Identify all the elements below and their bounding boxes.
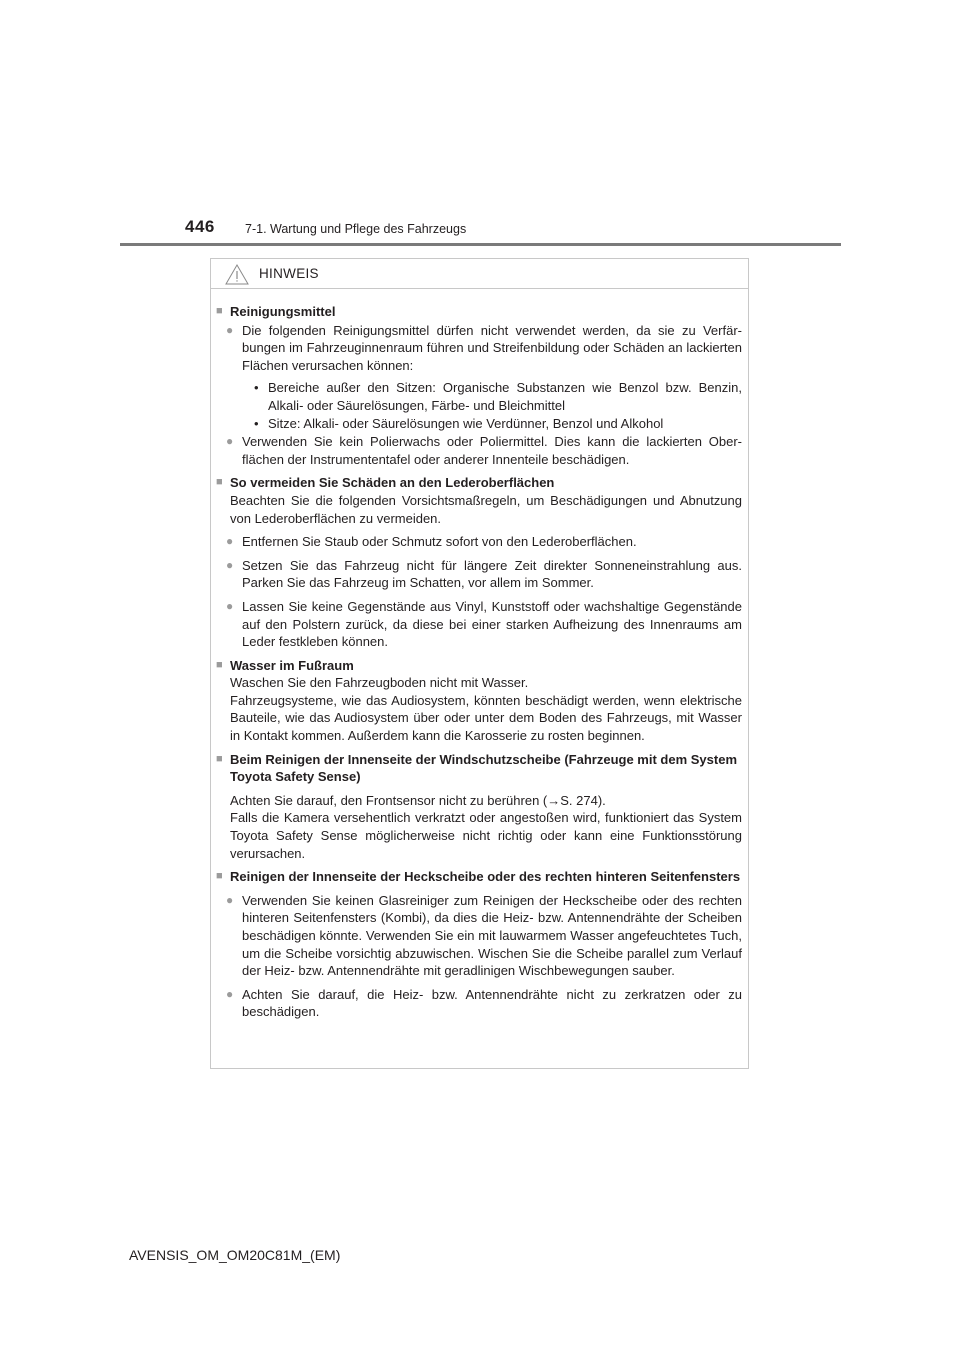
paragraph: Fahrzeugsysteme, wie das Audiosystem, könnten beschädigt werden, wenn elektrische Bauteile, wie das Audiosystem über oder unter dem Boden des Fahrzeugs, mit Wasser in Kontakt kommen. Außerdem kann die Karosserie zu rosten beginnen.	[230, 692, 742, 744]
small-bullet-icon: •	[254, 415, 259, 431]
list-item-text: Entfernen Sie Staub oder Schmutz sofort von den Lederoberflächen.	[242, 534, 637, 550]
sub-list-item-text: Sitze: Alkali- oder Säurelösungen wie Verdünner, Benzol und Alkohol	[268, 415, 664, 431]
paragraph: Falls die Kamera versehentlich verkratzt oder angestoßen wird, funktioniert das System Toyota Safety Sense möglicherweise nicht richtig oder kann eine Funktionsstörung verursachen.	[230, 810, 742, 861]
list-item-text: Setzen Sie das Fahrzeug nicht für längere Zeit direkter Sonneneinstrahlung aus. Parken Sie das Fahrzeug im Schatten, vor allem im Sommer.	[242, 557, 742, 591]
list-item	[226, 557, 742, 592]
square-bullet-icon: ■	[216, 870, 223, 883]
paragraph: Achten Sie darauf, den Frontsensor nicht zu berühren (→S. 274).	[230, 792, 606, 808]
section-heading	[216, 474, 742, 492]
square-bullet-icon: ■	[216, 305, 223, 317]
list-item-text: Verwenden Sie kein Polierwachs oder Poliermittel. Dies kann die lackierten Oberflächen der Instrumententafel oder anderer Innenteile beschädigen.	[242, 434, 742, 467]
circle-bullet-icon: ●	[226, 434, 234, 449]
section-heading	[216, 751, 742, 786]
section-heading	[216, 868, 742, 886]
list-item	[226, 986, 742, 1021]
section-title: Reinigen der Innenseite der Heckscheibe oder des rechten hinteren Seitenfensters	[230, 869, 741, 885]
square-bullet-icon: ■	[216, 752, 223, 765]
page-number: 446	[185, 217, 215, 236]
sub-list-item-text: Bereiche außer den Sitzen: Organische Substanzen wie Benzol bzw. Benzin, Alkali- oder Säurelösungen, Färbe- und Bleichmittel	[268, 380, 742, 413]
section-title: Wasser im Fußraum	[230, 657, 354, 673]
section-heading	[216, 657, 742, 675]
list-item	[226, 892, 742, 980]
list-item	[226, 433, 742, 468]
sub-list-item	[254, 415, 742, 433]
circle-bullet-icon: ●	[226, 534, 234, 549]
document-code: AVENSIS_OM_OM20C81M_(EM)	[129, 1247, 341, 1263]
section-title: Reinigungsmittel	[230, 304, 336, 319]
circle-bullet-icon: ●	[226, 322, 234, 337]
section-title: Beim Reinigen der Innenseite der Windschutzscheibe (Fahrzeuge mit dem System Toyota Safety Sense)	[230, 751, 737, 785]
list-item-text: Die folgenden Reinigungsmittel dürfen nicht verwendet werden, da sie zu Verfärbungen im Fahrzeuginnenraum führen und Streifenbildung oder Schäden an lackierten Flächen verursachen können:	[242, 322, 742, 373]
list-item	[226, 322, 742, 375]
list-item	[226, 533, 742, 551]
paragraph: Beachten Sie die folgenden Vorsichtsmaßregeln, um Beschädigungen und Abnutzung von Lederoberflächen zu vermeiden.	[230, 492, 742, 526]
square-bullet-icon: ■	[216, 476, 223, 489]
square-bullet-icon: ■	[216, 658, 223, 671]
small-bullet-icon: •	[254, 380, 259, 396]
notice-header	[211, 259, 748, 289]
notice-title: HINWEIS	[259, 266, 319, 281]
circle-bullet-icon: ●	[226, 598, 234, 613]
circle-bullet-icon: ●	[226, 557, 234, 572]
section-title: So vermeiden Sie Schäden an den Lederoberflächen	[230, 475, 555, 491]
notice-box	[210, 258, 749, 1069]
circle-bullet-icon: ●	[226, 892, 234, 907]
sub-list-item	[254, 379, 742, 414]
circle-bullet-icon: ●	[226, 986, 234, 1001]
header-rule	[120, 243, 841, 246]
list-item-text: Achten Sie darauf, die Heiz- bzw. Antennendrähte nicht zu zerkratzen oder zu beschädigen.	[242, 986, 742, 1020]
warning-triangle-icon	[225, 264, 249, 285]
section-heading	[216, 303, 742, 321]
list-item-text: Verwenden Sie keinen Glasreiniger zum Reinigen der Heckscheibe oder des rechten hinteren Seitenfensters (Kombi), da dies die Heiz- bzw. Antennendrähte der Scheiben beschädigen könnte. Verwenden Sie ein mit lauwarmem Wasser angefeuchtetes Tuch, um die Scheibe vorsichtig abzuwischen. Wischen Sie die Scheibe parallel zum Verlauf der Heiz- bzw. Antennendrähte mit geradlinigen Wischbewegungen sauber.	[242, 892, 742, 979]
list-item-text: Lassen Sie keine Gegenstände aus Vinyl, Kunststoff oder wachshaltige Gegenstände auf den Polstern zurück, da diese bei einer starken Aufheizung des Innenraums am Leder festkleben können.	[242, 598, 742, 650]
list-item	[226, 598, 742, 651]
chapter-title: 7-1. Wartung und Pflege des Fahrzeugs	[245, 222, 467, 236]
notice-content	[216, 303, 742, 1021]
paragraph: Waschen Sie den Fahrzeugboden nicht mit Wasser.	[230, 675, 529, 691]
